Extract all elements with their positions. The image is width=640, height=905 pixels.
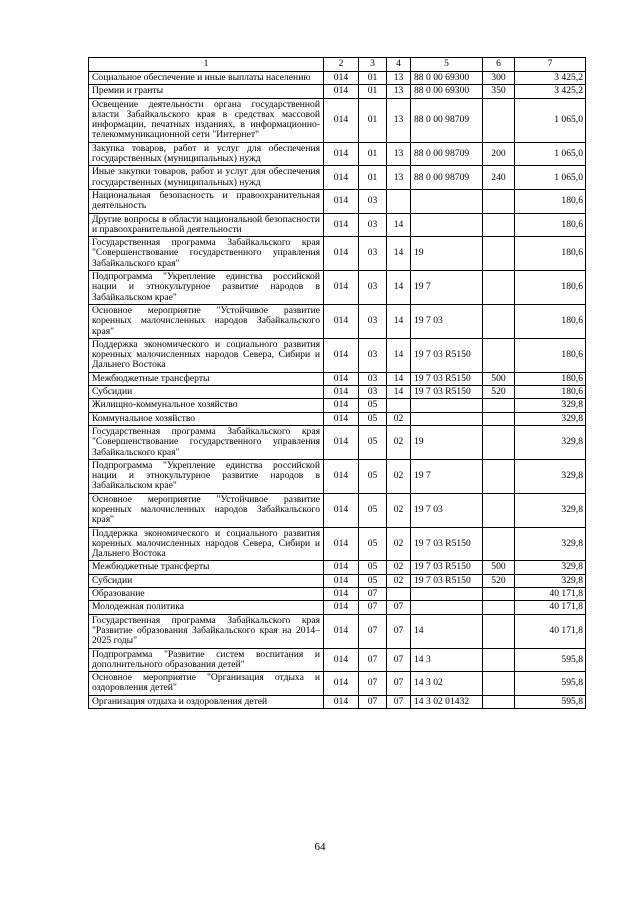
- expense-type-cell: 200: [483, 142, 515, 166]
- subsection-code-cell: 02: [387, 574, 411, 587]
- table-row: [89, 648, 586, 672]
- expense-type-cell: 240: [483, 166, 515, 190]
- expense-type-cell: [483, 271, 515, 305]
- section-code-cell: 01: [359, 166, 387, 190]
- ved-code-cell: 014: [324, 648, 359, 672]
- target-article-cell: [411, 588, 483, 601]
- table-row: [89, 493, 586, 527]
- ved-code-cell: 014: [324, 189, 359, 213]
- section-code-cell: 01: [359, 85, 387, 98]
- table-row: [89, 72, 586, 85]
- target-article-cell: [411, 412, 483, 425]
- amount-cell: 180,6: [515, 386, 586, 399]
- expense-type-cell: 350: [483, 85, 515, 98]
- budget-table: [88, 57, 586, 709]
- target-article-cell: [411, 601, 483, 614]
- subsection-code-cell: 02: [387, 527, 411, 561]
- section-code-cell: 03: [359, 338, 387, 372]
- target-article-cell: 19 7 03: [411, 304, 483, 338]
- subsection-code-cell: [387, 399, 411, 412]
- table-row: [89, 372, 586, 385]
- amount-cell: 40 171,8: [515, 588, 586, 601]
- ved-code-cell: 014: [324, 614, 359, 648]
- section-code-cell: 05: [359, 574, 387, 587]
- row-name-cell: Субсидии: [89, 574, 324, 587]
- amount-cell: 595,8: [515, 648, 586, 672]
- row-name-cell: Коммунальное хозяйство: [89, 412, 324, 425]
- expense-type-cell: [483, 304, 515, 338]
- table-row: [89, 561, 586, 574]
- row-name-cell: Подпрограмма "Укрепление единства российской нации и этнокультурное развитие народов в Забайкальском крае": [89, 459, 324, 493]
- ved-code-cell: 014: [324, 85, 359, 98]
- amount-cell: 180,6: [515, 271, 586, 305]
- expense-type-cell: [483, 98, 515, 142]
- table-row: [89, 601, 586, 614]
- amount-cell: 595,8: [515, 695, 586, 708]
- expense-type-cell: [483, 237, 515, 271]
- table-row: [89, 574, 586, 587]
- amount-cell: 329,8: [515, 399, 586, 412]
- ved-code-cell: 014: [324, 338, 359, 372]
- ved-code-cell: 014: [324, 574, 359, 587]
- subsection-code-cell: [387, 189, 411, 213]
- amount-cell: 3 425,2: [515, 72, 586, 85]
- expense-type-cell: [483, 601, 515, 614]
- amount-cell: 180,6: [515, 372, 586, 385]
- amount-cell: 329,8: [515, 574, 586, 587]
- section-code-cell: 05: [359, 412, 387, 425]
- row-name-cell: Подпрограмма "Развитие систем воспитания и дополнительного образования детей": [89, 648, 324, 672]
- section-code-cell: 05: [359, 425, 387, 459]
- section-code-cell: 03: [359, 304, 387, 338]
- table-row: [89, 237, 586, 271]
- table-row: [89, 614, 586, 648]
- target-article-cell: 19 7 03 R5150: [411, 338, 483, 372]
- expense-type-cell: [483, 672, 515, 696]
- header-cell: 6: [483, 58, 515, 72]
- row-name-cell: Поддержка экономического и социального развития коренных малочисленных народов Севера, Сибири и Дальнего Востока: [89, 527, 324, 561]
- subsection-code-cell: 13: [387, 72, 411, 85]
- table-row: [89, 213, 586, 237]
- amount-cell: 3 425,2: [515, 85, 586, 98]
- subsection-code-cell: 07: [387, 648, 411, 672]
- header-cell: 4: [387, 58, 411, 72]
- expense-type-cell: 520: [483, 386, 515, 399]
- amount-cell: 1 065,0: [515, 166, 586, 190]
- row-name-cell: Государственная программа Забайкальского края "Совершенствование государственного управления Забайкальского края": [89, 425, 324, 459]
- row-name-cell: Жилищно-коммунальное хозяйство: [89, 399, 324, 412]
- row-name-cell: Социальное обеспечение и иные выплаты населению: [89, 72, 324, 85]
- header-cell: 1: [89, 58, 324, 72]
- row-name-cell: Основное мероприятие "Организация отдыха и оздоровления детей": [89, 672, 324, 696]
- target-article-cell: 19 7: [411, 271, 483, 305]
- expense-type-cell: [483, 412, 515, 425]
- target-article-cell: 14 3 02: [411, 672, 483, 696]
- ved-code-cell: 014: [324, 527, 359, 561]
- subsection-code-cell: 14: [387, 213, 411, 237]
- section-code-cell: 07: [359, 672, 387, 696]
- target-article-cell: 19: [411, 425, 483, 459]
- expense-type-cell: [483, 527, 515, 561]
- expense-type-cell: [483, 425, 515, 459]
- amount-cell: 40 171,8: [515, 614, 586, 648]
- row-name-cell: Освещение деятельности органа государственной власти Забайкальского края в средствах массовой информации, печатных изданиях, в информационно-телекоммуникационной сети "Интернет": [89, 98, 324, 142]
- table-body: [89, 58, 586, 709]
- subsection-code-cell: [387, 588, 411, 601]
- row-name-cell: Организация отдыха и оздоровления детей: [89, 695, 324, 708]
- section-code-cell: 05: [359, 399, 387, 412]
- target-article-cell: [411, 189, 483, 213]
- subsection-code-cell: 07: [387, 601, 411, 614]
- expense-type-cell: 520: [483, 574, 515, 587]
- subsection-code-cell: 13: [387, 85, 411, 98]
- header-cell: 3: [359, 58, 387, 72]
- subsection-code-cell: 07: [387, 672, 411, 696]
- row-name-cell: Молодежная политика: [89, 601, 324, 614]
- section-code-cell: 03: [359, 386, 387, 399]
- section-code-cell: 07: [359, 588, 387, 601]
- ved-code-cell: 014: [324, 493, 359, 527]
- target-article-cell: 14 3: [411, 648, 483, 672]
- row-name-cell: Закупка товаров, работ и услуг для обеспечения государственных (муниципальных) нужд: [89, 142, 324, 166]
- amount-cell: 180,6: [515, 189, 586, 213]
- ved-code-cell: 014: [324, 459, 359, 493]
- header-cell: 7: [515, 58, 586, 72]
- amount-cell: 329,8: [515, 459, 586, 493]
- section-code-cell: 01: [359, 72, 387, 85]
- target-article-cell: 19 7 03 R5150: [411, 386, 483, 399]
- table-row: [89, 527, 586, 561]
- header-row: [89, 58, 586, 72]
- subsection-code-cell: 14: [387, 338, 411, 372]
- subsection-code-cell: 07: [387, 614, 411, 648]
- section-code-cell: 03: [359, 372, 387, 385]
- expense-type-cell: 500: [483, 561, 515, 574]
- table-row: [89, 695, 586, 708]
- section-code-cell: 03: [359, 237, 387, 271]
- row-name-cell: Другие вопросы в области национальной безопасности и правоохранительной деятельности: [89, 213, 324, 237]
- ved-code-cell: 014: [324, 372, 359, 385]
- target-article-cell: 19 7 03 R5150: [411, 372, 483, 385]
- amount-cell: 329,8: [515, 561, 586, 574]
- header-cell: 2: [324, 58, 359, 72]
- target-article-cell: 19 7: [411, 459, 483, 493]
- row-name-cell: Государственная программа Забайкальского края "Развитие образования Забайкальского края на 2014–2025 годы": [89, 614, 324, 648]
- target-article-cell: 88 0 00 98709: [411, 166, 483, 190]
- section-code-cell: 05: [359, 527, 387, 561]
- section-code-cell: 07: [359, 614, 387, 648]
- ved-code-cell: 014: [324, 98, 359, 142]
- expense-type-cell: 500: [483, 372, 515, 385]
- ved-code-cell: 014: [324, 695, 359, 708]
- table-row: [89, 588, 586, 601]
- amount-cell: 1 065,0: [515, 142, 586, 166]
- target-article-cell: 19 7 03 R5150: [411, 574, 483, 587]
- target-article-cell: [411, 399, 483, 412]
- target-article-cell: 88 0 00 98709: [411, 98, 483, 142]
- section-code-cell: 01: [359, 98, 387, 142]
- target-article-cell: 19: [411, 237, 483, 271]
- table-row: [89, 425, 586, 459]
- subsection-code-cell: 02: [387, 425, 411, 459]
- table-row: [89, 459, 586, 493]
- section-code-cell: 03: [359, 271, 387, 305]
- expense-type-cell: [483, 588, 515, 601]
- expense-type-cell: [483, 493, 515, 527]
- row-name-cell: Образование: [89, 588, 324, 601]
- ved-code-cell: 014: [324, 72, 359, 85]
- row-name-cell: Межбюджетные трансферты: [89, 372, 324, 385]
- target-article-cell: 14: [411, 614, 483, 648]
- subsection-code-cell: 07: [387, 695, 411, 708]
- expense-type-cell: [483, 695, 515, 708]
- subsection-code-cell: 14: [387, 237, 411, 271]
- amount-cell: 40 171,8: [515, 601, 586, 614]
- amount-cell: 180,6: [515, 237, 586, 271]
- amount-cell: 1 065,0: [515, 98, 586, 142]
- amount-cell: 180,6: [515, 213, 586, 237]
- table-row: [89, 98, 586, 142]
- amount-cell: 329,8: [515, 527, 586, 561]
- target-article-cell: [411, 213, 483, 237]
- target-article-cell: 19 7 03 R5150: [411, 561, 483, 574]
- table-row: [89, 399, 586, 412]
- target-article-cell: 19 7 03 R5150: [411, 527, 483, 561]
- amount-cell: 329,8: [515, 493, 586, 527]
- expense-type-cell: [483, 648, 515, 672]
- section-code-cell: 05: [359, 459, 387, 493]
- target-article-cell: 88 0 00 69300: [411, 72, 483, 85]
- table-row: [89, 85, 586, 98]
- table-row: [89, 338, 586, 372]
- section-code-cell: 07: [359, 648, 387, 672]
- section-code-cell: 07: [359, 601, 387, 614]
- ved-code-cell: 014: [324, 601, 359, 614]
- row-name-cell: Основное мероприятие "Устойчивое развитие коренных малочисленных народов Забайкальского края": [89, 493, 324, 527]
- row-name-cell: Межбюджетные трансферты: [89, 561, 324, 574]
- table-row: [89, 189, 586, 213]
- section-code-cell: 03: [359, 213, 387, 237]
- row-name-cell: Государственная программа Забайкальского края "Совершенствование государственного управления Забайкальского края": [89, 237, 324, 271]
- table-row: [89, 672, 586, 696]
- target-article-cell: 14 3 02 01432: [411, 695, 483, 708]
- table-row: [89, 271, 586, 305]
- section-code-cell: 01: [359, 142, 387, 166]
- header-cell: 5: [411, 58, 483, 72]
- row-name-cell: Иные закупки товаров, работ и услуг для обеспечения государственных (муниципальных) нужд: [89, 166, 324, 190]
- ved-code-cell: 014: [324, 561, 359, 574]
- ved-code-cell: 014: [324, 412, 359, 425]
- expense-type-cell: [483, 338, 515, 372]
- section-code-cell: 05: [359, 561, 387, 574]
- expense-type-cell: [483, 399, 515, 412]
- row-name-cell: Национальная безопасность и правоохранительная деятельность: [89, 189, 324, 213]
- target-article-cell: 88 0 00 98709: [411, 142, 483, 166]
- subsection-code-cell: 14: [387, 304, 411, 338]
- ved-code-cell: 014: [324, 588, 359, 601]
- table-row: [89, 412, 586, 425]
- expense-type-cell: 300: [483, 72, 515, 85]
- expense-type-cell: [483, 459, 515, 493]
- amount-cell: 595,8: [515, 672, 586, 696]
- subsection-code-cell: 14: [387, 386, 411, 399]
- table-row: [89, 386, 586, 399]
- section-code-cell: 07: [359, 695, 387, 708]
- ved-code-cell: 014: [324, 304, 359, 338]
- target-article-cell: 19 7 03: [411, 493, 483, 527]
- subsection-code-cell: 02: [387, 412, 411, 425]
- subsection-code-cell: 02: [387, 561, 411, 574]
- subsection-code-cell: 13: [387, 166, 411, 190]
- row-name-cell: Подпрограмма "Укрепление единства российской нации и этнокультурное развитие народов в Забайкальском крае": [89, 271, 324, 305]
- row-name-cell: Субсидии: [89, 386, 324, 399]
- subsection-code-cell: 13: [387, 98, 411, 142]
- table-row: [89, 166, 586, 190]
- amount-cell: 329,8: [515, 412, 586, 425]
- table-row: [89, 304, 586, 338]
- ved-code-cell: 014: [324, 237, 359, 271]
- amount-cell: 180,6: [515, 338, 586, 372]
- subsection-code-cell: 13: [387, 142, 411, 166]
- ved-code-cell: 014: [324, 271, 359, 305]
- amount-cell: 180,6: [515, 304, 586, 338]
- ved-code-cell: 014: [324, 399, 359, 412]
- row-name-cell: Основное мероприятие "Устойчивое развитие коренных малочисленных народов Забайкальского края": [89, 304, 324, 338]
- row-name-cell: Премии и гранты: [89, 85, 324, 98]
- section-code-cell: 03: [359, 189, 387, 213]
- page-number: 64: [314, 841, 326, 853]
- expense-type-cell: [483, 213, 515, 237]
- ved-code-cell: 014: [324, 213, 359, 237]
- target-article-cell: 88 0 00 69300: [411, 85, 483, 98]
- row-name-cell: Поддержка экономического и социального развития коренных малочисленных народов Севера, Сибири и Дальнего Востока: [89, 338, 324, 372]
- ved-code-cell: 014: [324, 386, 359, 399]
- expense-type-cell: [483, 614, 515, 648]
- ved-code-cell: 014: [324, 166, 359, 190]
- ved-code-cell: 014: [324, 142, 359, 166]
- subsection-code-cell: 02: [387, 493, 411, 527]
- expense-type-cell: [483, 189, 515, 213]
- subsection-code-cell: 14: [387, 372, 411, 385]
- subsection-code-cell: 02: [387, 459, 411, 493]
- ved-code-cell: 014: [324, 425, 359, 459]
- amount-cell: 329,8: [515, 425, 586, 459]
- ved-code-cell: 014: [324, 672, 359, 696]
- subsection-code-cell: 14: [387, 271, 411, 305]
- table-row: [89, 142, 586, 166]
- section-code-cell: 05: [359, 493, 387, 527]
